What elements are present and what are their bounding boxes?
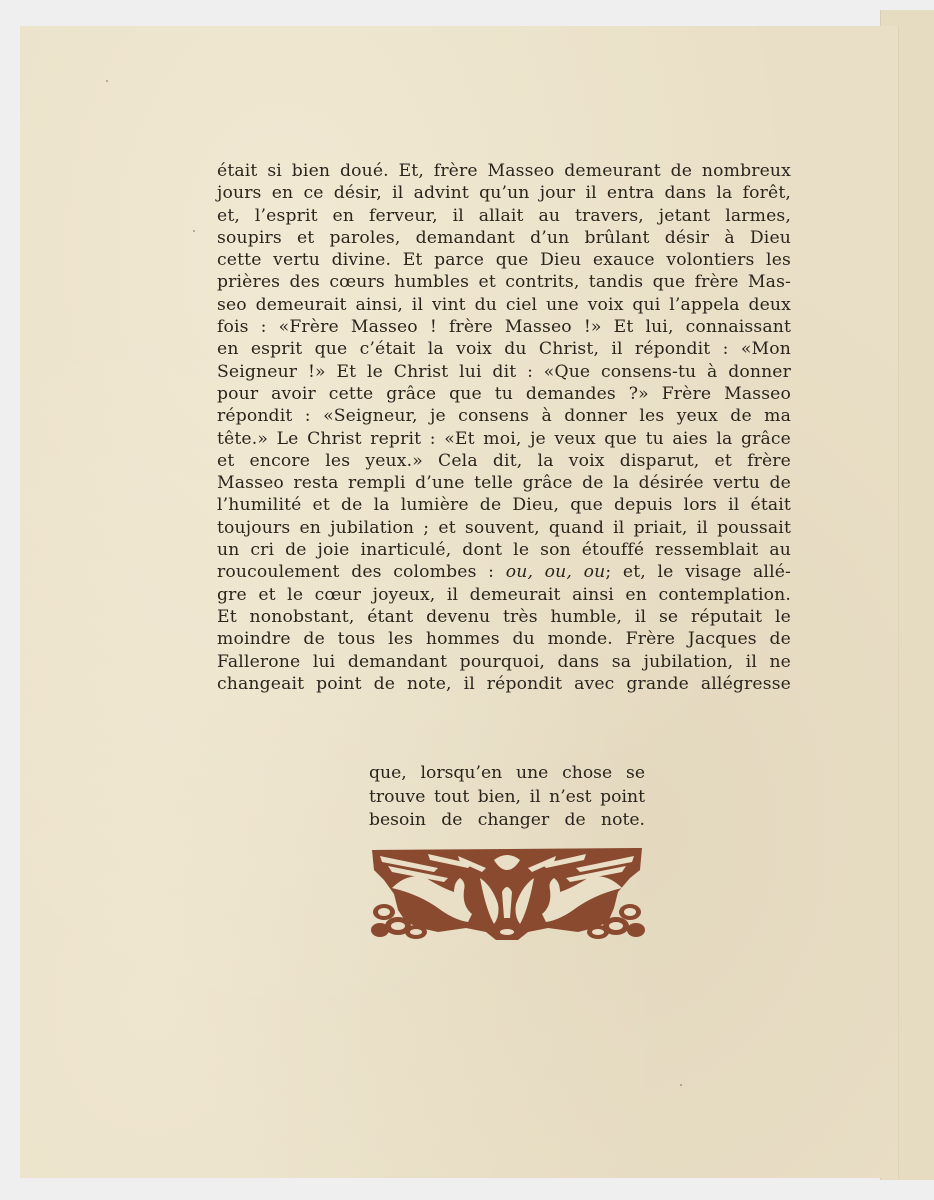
paper-speck bbox=[106, 80, 108, 82]
text-line: Et nonobstant, étant devenu très humble, il se réputait le bbox=[217, 606, 791, 627]
closing-lines bbox=[369, 762, 645, 833]
text-line: jours en ce désir, il advint qu’un jour il entra dans la forêt, bbox=[217, 183, 791, 204]
text-line: et encore les yeux.» Cela dit, la voix disparut, et frère bbox=[217, 450, 791, 471]
text-line: prières des cœurs humbles et contrits, tandis que frère Mas- bbox=[217, 272, 791, 293]
text-line-with-italic bbox=[217, 561, 791, 583]
text-line: toujours en jubilation ; et souvent, quand il priait, il poussait bbox=[217, 517, 791, 538]
text-line: et, l’esprit en ferveur, il allait au travers, jetant larmes, bbox=[217, 205, 791, 226]
text-line: en esprit que c’était la voix du Christ, il répondit : «Mon bbox=[217, 339, 791, 360]
closing-line: trouve tout bien, il n’est point bbox=[369, 786, 645, 807]
text-line: pour avoir cette grâce que tu demandes ?» Frère Masseo bbox=[217, 383, 791, 404]
paper-speck bbox=[680, 1084, 682, 1086]
text-line: seo demeurait ainsi, il vint du ciel une voix qui l’appela deux bbox=[217, 294, 791, 315]
text-line: gre et le cœur joyeux, il demeurait ainsi en contemplation. bbox=[217, 584, 791, 605]
text-line: répondit : «Seigneur, je consens à donner les yeux de ma bbox=[217, 406, 791, 427]
text-line: Seigneur !» Et le Christ lui dit : «Que consens-tu à donner bbox=[217, 361, 791, 382]
text-line: changeait point de note, il répondit avec grande allégresse bbox=[217, 673, 791, 694]
woodcut-bird-ornament-icon bbox=[368, 848, 646, 940]
text-line: tête.» Le Christ reprit : «Et moi, je veux que tu aies la grâce bbox=[217, 428, 791, 449]
book-page bbox=[20, 26, 898, 1178]
text-line: cette vertu divine. Et parce que Dieu exauce volontiers les bbox=[217, 250, 791, 271]
text-line: soupirs et paroles, demandant d’un brûlant désir à Dieu bbox=[217, 227, 791, 248]
text-line: un cri de joie inarticulé, dont le son étouffé ressemblait au bbox=[217, 540, 791, 561]
text-line: l’humilité et de la lumière de Dieu, que depuis lors il était bbox=[217, 495, 791, 516]
line-head: roucoulement des colombes : bbox=[217, 562, 506, 583]
closing-line: que, lorsqu’en une chose se bbox=[369, 763, 645, 783]
text-line: était si bien doué. Et, frère Masseo demeurant de nombreux bbox=[217, 161, 791, 181]
paper-speck bbox=[193, 230, 195, 232]
text-line: moindre de tous les hommes du monde. Frère Jacques de bbox=[217, 629, 791, 650]
text-line-composite bbox=[217, 561, 791, 583]
text-line: fois : «Frère Masseo ! frère Masseo !» Et lui, connaissant bbox=[217, 317, 791, 338]
text-line: Masseo resta rempli d’une telle grâce de la désirée vertu de bbox=[217, 473, 791, 494]
text-line: Fallerone lui demandant pourquoi, dans sa jubilation, il ne bbox=[217, 651, 791, 672]
main-paragraph bbox=[217, 160, 791, 695]
italic-onomatopoeia: ou, ou, ou bbox=[505, 562, 606, 583]
line-tail: ; et, le visage allé- bbox=[605, 562, 791, 583]
closing-line: besoin de changer de note. bbox=[369, 810, 645, 830]
